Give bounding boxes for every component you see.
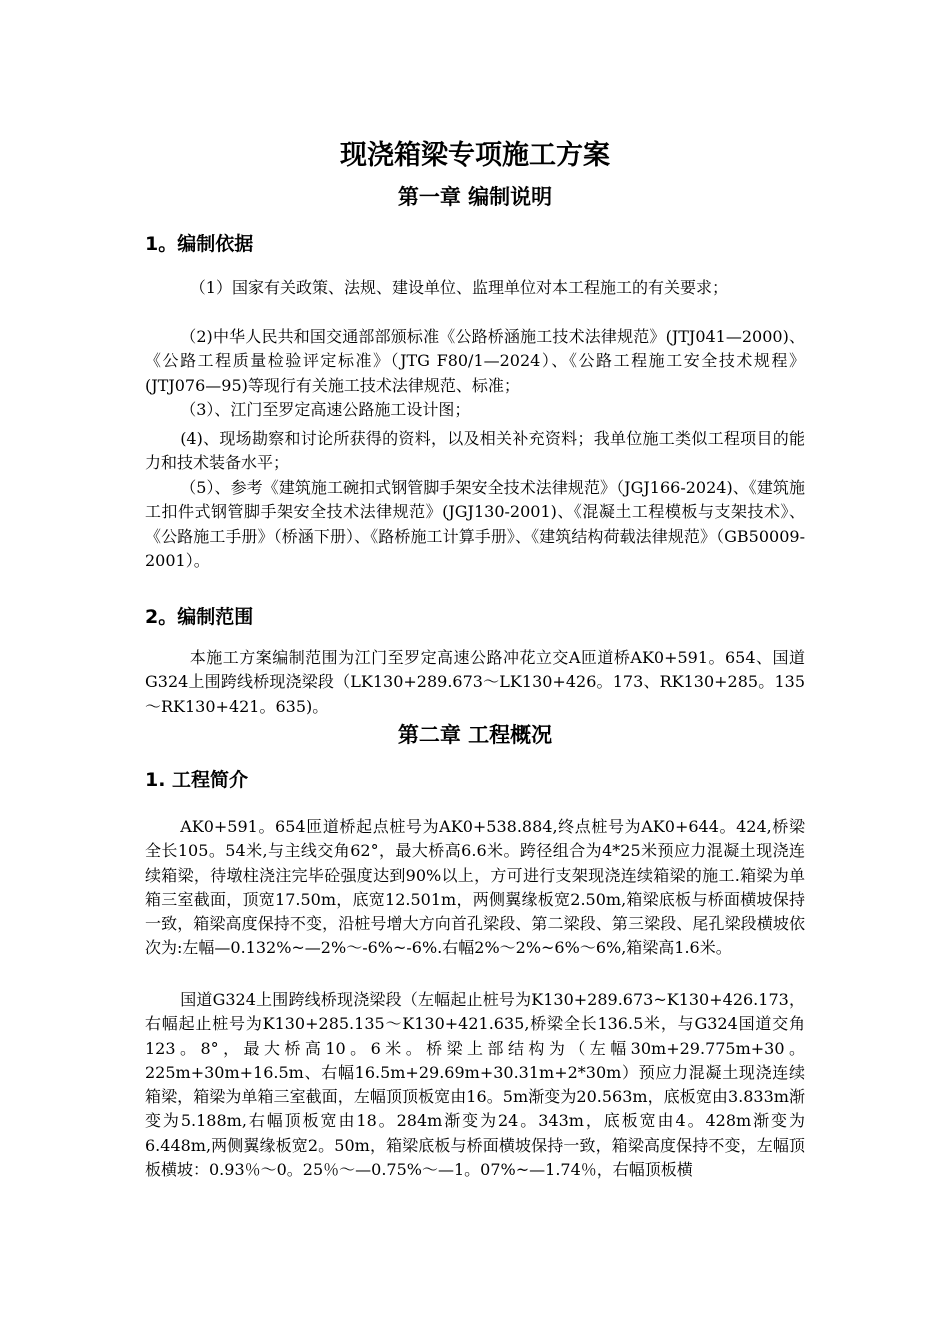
paragraph-basis-1: （1）国家有关政策、法规、建设单位、监理单位对本工程施工的有关要求； — [189, 278, 728, 297]
document-title: 现浇箱梁专项施工方案 — [340, 140, 610, 171]
section-heading-scope: 2。编制范围 — [145, 606, 254, 628]
paragraph-scope: 本施工方案编制范围为江门至罗定高速公路冲花立交A匝道桥AK0+591。654、国道G324上围跨线桥现浇梁段（LK130+289.673～LK130+426。173、RK130+285。135～RK130+421。635)。 — [145, 648, 805, 716]
paragraph-g324-bridge: 国道G324上围跨线桥现浇梁段（左幅起止桩号为K130+289.673~K130+426.173，右幅起止桩号为K130+285.135～K130+421.635,桥梁全长136.5米，与G324国道交角123。8°，最大桥高10。6米。桥梁上部结构为（左幅30m+29.775m+30。225m+30m+16.5m、右幅16.5m+29.69m+30.31m+2*30m）预应力混凝土现浇连续箱梁，箱梁为单箱三室截面，左幅顶顶板宽由16。5m渐变为20.563m，底板宽由3.833m渐变为5.188m,右幅顶板宽由18。284m渐变为24。343m，底板宽由4。428m渐变为6.448m,两侧翼缘板宽2。50m，箱梁底板与桥面横坡保持一致，箱梁高度保持不变，左幅顶板横坡：0.93％～0。25％～—0.75%～—1。07%~—1.74％，右幅顶板横 — [145, 990, 805, 1180]
chapter-2-heading: 第二章 工程概况 — [397, 723, 553, 747]
paragraph-basis-3: （3）、江门至罗定高速公路施工设计图； — [180, 400, 471, 419]
paragraph-basis-4: (4)、现场勘察和讨论所获得的资料，以及相关补充资料；我单位施工类似工程项目的能力和技术装备水平； — [145, 429, 805, 473]
paragraph-ramp-bridge: AK0+591。654匝道桥起点桩号为AK0+538.884,终点桩号为AK0+644。424,桥梁全长105。54米,与主线交角62°，最大桥高6.6米。跨径组合为4*25米预应力混凝土现浇连续箱梁，待墩柱浇注完毕砼强度达到90%以上，方可进行支架现浇连续箱梁的施工.箱梁为单箱三室截面，顶宽17.50m，底宽12.501m，两侧翼缘板宽2.50m,箱梁底板与桥面横坡保持一致，箱梁高度保持不变，沿桩号增大方向首孔梁段、第二梁段、第三梁段、尾孔梁段横坡依次为:左幅—0.132%~—2%～-6%~-6%.右幅2%～2%~6%～6%,箱梁高1.6米。 — [145, 817, 805, 958]
section-heading-basis: 1。编制依据 — [145, 233, 254, 255]
paragraph-basis-5: （5）、参考《建筑施工碗扣式钢管脚手架安全技术法律规范》（JGJ166-2024)、《建筑施工扣件式钢管脚手架安全技术法律规范》(JGJ130-2001)、《混凝土工程模板与支架技术》、《公路施工手册》（桥涵下册）、《路桥施工计算手册》、《建筑结构荷载法律规范》（GB50009-2001）。 — [145, 478, 805, 570]
section-heading-overview: 1. 工程简介 — [145, 769, 249, 791]
chapter-1-heading: 第一章 编制说明 — [397, 185, 553, 209]
paragraph-basis-2: （2)中华人民共和国交通部部颁标准《公路桥涵施工技术法律规范》(JTJ041—2000)、《公路工程质量检验评定标准》（JTG F80/1—2024）、《公路工程施工安全技术规程》(JTJ076—95)等现行有关施工技术法律规范、标准； — [145, 327, 805, 395]
